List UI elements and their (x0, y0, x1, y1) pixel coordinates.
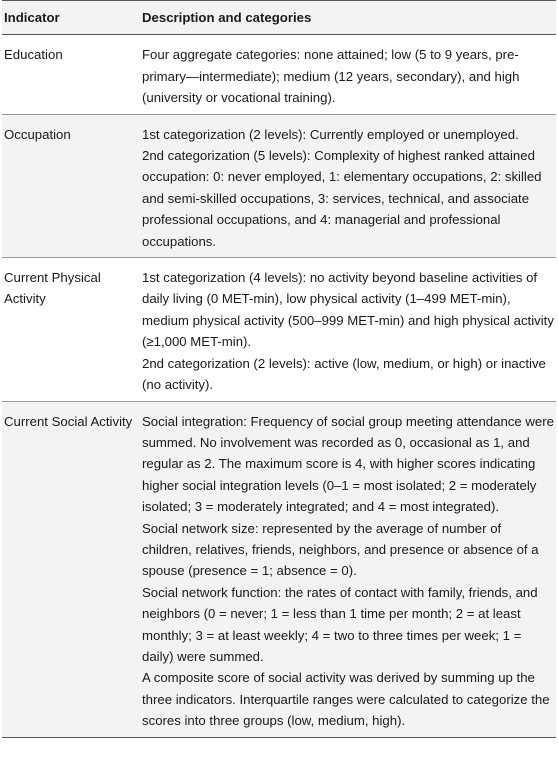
header-row (2, 1, 556, 35)
indicator-cell: Education (2, 35, 134, 114)
description-cell (134, 114, 556, 257)
description-line: A composite score of social activity was derived by summing up the three indicators. Interquartile ranges were calculated to categorize the scores into three groups (low, medium, high). (142, 670, 550, 729)
indicator-table (2, 0, 556, 738)
description-line: Social network size: represented by the average of number of children, relatives, friends, neighbors, and presence or absence of a spouse (presence = 1; absence = 0). (142, 520, 539, 579)
indicator-cell: Current Social Activity (2, 401, 134, 737)
table-row-social-activity (2, 401, 556, 737)
table-body (2, 35, 556, 737)
indicator-cell: Current Physical Activity (2, 258, 134, 401)
header-indicator: Indicator (2, 1, 134, 35)
table-row-physical-activity (2, 258, 556, 401)
description-line: Social integration: Frequency of social group meeting attendance were summed. No involvement was recorded as 0, occasional as 1, and regular as 2. The maximum score is 4, with higher scores indicating higher social integration levels (0–1 = most isolated; 2 = moderately isolated; 3 = moderately integrated; and 4 = most integrated). (142, 413, 554, 515)
description-cell (134, 401, 556, 737)
description-cell (134, 258, 556, 401)
description-line: 1st categorization (4 levels): no activity beyond baseline activities of daily living (0 MET-min), low physical activity (1–499 MET-min), medium physical activity (500–999 MET-min) and high physical activity (≥1,000 MET-min). (142, 270, 554, 350)
table-row-occupation (2, 114, 556, 257)
description-line: Four aggregate categories: none attained; low (5 to 9 years, pre-primary—intermediate); medium (12 years, secondary), and high (university or vocational training). (142, 47, 520, 106)
description-line: 2nd categorization (5 levels): Complexity of highest ranked attained occupation: 0: never employed, 1: elementary occupations, 2: skilled and semi-skilled occupations, 3: services, technical, and associate professional occupations, and 4: managerial and professional occupations. (142, 148, 542, 249)
description-cell (134, 35, 556, 114)
description-line: 1st categorization (2 levels): Currently employed or unemployed. (142, 126, 519, 142)
header-description: Description and categories (134, 1, 556, 35)
table-header (2, 1, 556, 35)
description-line: 2nd categorization (2 levels): active (low, medium, or high) or inactive (no activity). (142, 355, 546, 393)
table-row-education (2, 35, 556, 114)
description-line: Social network function: the rates of contact with family, friends, and neighbors (0 = never; 1 = less than 1 time per month; 2 = at least monthly; 3 = at least weekly; 4 = two to three times per week; 1 = daily) were summed. (142, 584, 538, 664)
indicator-cell: Occupation (2, 114, 134, 257)
